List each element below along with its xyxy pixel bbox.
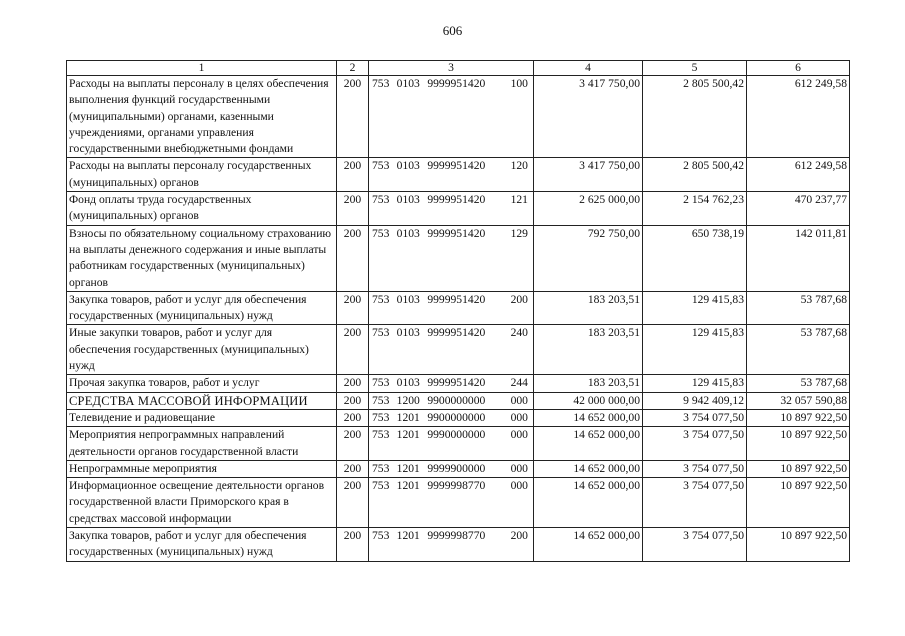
row-classification — [369, 76, 534, 158]
row-name: Фонд оплаты труда государственных (муниципальных) органов — [67, 192, 337, 226]
header-cell-2: 2 — [337, 61, 369, 76]
table-row — [67, 325, 850, 375]
row-remaining-amount: 53 787,68 — [747, 291, 850, 325]
row-classification — [369, 528, 534, 562]
row-executor-code: 753 — [372, 77, 390, 90]
row-classification — [369, 158, 534, 192]
row-classification — [369, 460, 534, 477]
row-planned-amount: 183 203,51 — [534, 325, 643, 375]
row-expense-type-code: 244 — [510, 376, 528, 390]
row-executed-amount: 2 154 762,23 — [643, 192, 747, 226]
row-classification — [369, 392, 534, 409]
row-expense-type-code: 200 — [510, 529, 528, 543]
row-code: 200 — [337, 76, 369, 158]
row-classification — [369, 375, 534, 392]
row-executed-amount: 3 754 077,50 — [643, 460, 747, 477]
row-section-code: 0103 — [396, 376, 420, 390]
row-name: Мероприятия непрограммных направлений деятельности органов государственной власти — [67, 427, 337, 461]
row-expense-type-code: 129 — [510, 226, 528, 240]
row-remaining-amount: 10 897 922,50 — [747, 528, 850, 562]
row-expense-type-code: 100 — [510, 77, 528, 90]
row-executed-amount: 129 415,83 — [643, 291, 747, 325]
row-remaining-amount: 612 249,58 — [747, 76, 850, 158]
row-target-article-code: 9999951420 — [427, 376, 486, 390]
row-section-code: 1201 — [396, 428, 420, 442]
table-row — [67, 528, 850, 562]
row-target-article-code: 9999951420 — [427, 326, 486, 340]
row-planned-amount: 2 625 000,00 — [534, 192, 643, 226]
table-row — [67, 427, 850, 461]
header-row — [67, 61, 850, 76]
row-code: 200 — [337, 325, 369, 375]
row-planned-amount: 14 652 000,00 — [534, 460, 643, 477]
row-section-code: 0103 — [396, 77, 420, 90]
row-planned-amount: 3 417 750,00 — [534, 76, 643, 158]
page-number: 606 — [442, 23, 463, 38]
row-section-code: 0103 — [396, 326, 420, 340]
row-code: 200 — [337, 375, 369, 392]
row-target-article-code: 9999951420 — [427, 159, 486, 173]
row-target-article-code: 9900000000 — [427, 410, 486, 424]
row-remaining-amount: 470 237,77 — [747, 192, 850, 226]
row-remaining-amount: 53 787,68 — [747, 375, 850, 392]
row-target-article-code: 9999951420 — [427, 226, 486, 240]
row-planned-amount: 14 652 000,00 — [534, 427, 643, 461]
row-executor-code: 753 — [372, 326, 390, 340]
row-executed-amount: 2 805 500,42 — [643, 158, 747, 192]
table-row — [67, 192, 850, 226]
row-expense-type-code: 000 — [510, 393, 528, 407]
row-planned-amount: 42 000 000,00 — [534, 392, 643, 409]
row-target-article-code: 9999998770 — [427, 529, 486, 543]
row-executed-amount: 3 754 077,50 — [643, 528, 747, 562]
row-planned-amount: 3 417 750,00 — [534, 158, 643, 192]
row-section-code: 0103 — [396, 226, 420, 240]
table-body — [67, 61, 850, 562]
row-target-article-code: 9999900000 — [427, 461, 486, 475]
row-name: СРЕДСТВА МАССОВОЙ ИНФОРМАЦИИ — [67, 392, 337, 409]
row-remaining-amount: 10 897 922,50 — [747, 478, 850, 528]
row-code: 200 — [337, 192, 369, 226]
row-classification — [369, 192, 534, 226]
row-classification — [369, 325, 534, 375]
table-row — [67, 76, 850, 158]
row-target-article-code: 9999998770 — [427, 479, 486, 493]
row-target-article-code: 9999951420 — [427, 292, 486, 306]
table-row — [67, 291, 850, 325]
row-planned-amount: 183 203,51 — [534, 375, 643, 392]
row-code: 200 — [337, 225, 369, 291]
row-classification — [369, 427, 534, 461]
row-name: Информационное освещение деятельности органов государственной власти Приморского края в средствах массовой информации — [67, 478, 337, 528]
row-executed-amount: 3 754 077,50 — [643, 427, 747, 461]
row-code: 200 — [337, 460, 369, 477]
row-classification — [369, 225, 534, 291]
row-executed-amount: 3 754 077,50 — [643, 409, 747, 426]
row-expense-type-code: 121 — [510, 193, 528, 207]
row-name: Закупка товаров, работ и услуг для обеспечения государственных (муниципальных) нужд — [67, 291, 337, 325]
table-row — [67, 158, 850, 192]
row-target-article-code: 9999951420 — [427, 193, 486, 207]
row-expense-type-code: 000 — [510, 428, 528, 442]
header-cell-3: 3 — [369, 61, 534, 76]
row-expense-type-code: 240 — [510, 326, 528, 340]
table-row — [67, 392, 850, 409]
row-section-code: 1201 — [396, 410, 420, 424]
row-classification — [369, 478, 534, 528]
row-code: 200 — [337, 409, 369, 426]
table-row — [67, 460, 850, 477]
row-name: Расходы на выплаты персоналу государственных (муниципальных) органов — [67, 158, 337, 192]
row-remaining-amount: 10 897 922,50 — [747, 409, 850, 426]
row-section-code: 1200 — [396, 393, 420, 407]
row-planned-amount: 14 652 000,00 — [534, 528, 643, 562]
row-section-code: 1201 — [396, 461, 420, 475]
row-executor-code: 753 — [372, 461, 390, 475]
row-section-code: 1201 — [396, 529, 420, 543]
row-section-code: 0103 — [396, 292, 420, 306]
row-executor-code: 753 — [372, 376, 390, 390]
row-code: 200 — [337, 427, 369, 461]
row-executed-amount: 2 805 500,42 — [643, 76, 747, 158]
row-target-article-code: 9999951420 — [427, 77, 486, 90]
row-executed-amount: 3 754 077,50 — [643, 478, 747, 528]
row-section-code: 0103 — [396, 193, 420, 207]
row-expense-type-code: 000 — [510, 410, 528, 424]
row-executor-code: 753 — [372, 292, 390, 306]
row-planned-amount: 14 652 000,00 — [534, 478, 643, 528]
row-executor-code: 753 — [372, 393, 390, 407]
row-remaining-amount: 142 011,81 — [747, 225, 850, 291]
row-code: 200 — [337, 158, 369, 192]
row-name: Расходы на выплаты персоналу в целях обеспечения выполнения функций государственными (муниципальными) органами, казенными учреждениями, органами управления государственными внебюджетными фондами — [67, 76, 337, 158]
row-remaining-amount: 53 787,68 — [747, 325, 850, 375]
row-expense-type-code: 200 — [510, 292, 528, 306]
table-row — [67, 478, 850, 528]
row-classification — [369, 291, 534, 325]
row-target-article-code: 9990000000 — [427, 428, 486, 442]
row-remaining-amount: 32 057 590,88 — [747, 392, 850, 409]
row-code: 200 — [337, 478, 369, 528]
row-expense-type-code: 000 — [510, 461, 528, 475]
table-row — [67, 409, 850, 426]
row-section-code: 1201 — [396, 479, 420, 493]
row-remaining-amount: 612 249,58 — [747, 158, 850, 192]
header-cell-1: 1 — [67, 61, 337, 76]
row-target-article-code: 9900000000 — [427, 393, 486, 407]
row-section-code: 0103 — [396, 159, 420, 173]
row-executed-amount: 129 415,83 — [643, 375, 747, 392]
row-name: Телевидение и радиовещание — [67, 409, 337, 426]
row-planned-amount: 792 750,00 — [534, 225, 643, 291]
budget-execution-table — [66, 60, 850, 562]
row-remaining-amount: 10 897 922,50 — [747, 460, 850, 477]
row-executor-code: 753 — [372, 479, 390, 493]
header-cell-6: 6 — [747, 61, 850, 76]
row-expense-type-code: 000 — [510, 479, 528, 493]
table-row — [67, 375, 850, 392]
row-executed-amount: 129 415,83 — [643, 325, 747, 375]
row-executed-amount: 9 942 409,12 — [643, 392, 747, 409]
row-name: Взносы по обязательному социальному страхованию на выплаты денежного содержания и иные выплаты работникам государственных (муниципальных) органов — [67, 225, 337, 291]
row-executor-code: 753 — [372, 226, 390, 240]
row-executor-code: 753 — [372, 193, 390, 207]
row-name: Непрограммные мероприятия — [67, 460, 337, 477]
row-code: 200 — [337, 528, 369, 562]
row-executor-code: 753 — [372, 410, 390, 424]
header-cell-5: 5 — [643, 61, 747, 76]
row-name: Прочая закупка товаров, работ и услуг — [67, 375, 337, 392]
row-executed-amount: 650 738,19 — [643, 225, 747, 291]
header-cell-4: 4 — [534, 61, 643, 76]
row-executor-code: 753 — [372, 159, 390, 173]
row-code: 200 — [337, 392, 369, 409]
row-planned-amount: 183 203,51 — [534, 291, 643, 325]
row-remaining-amount: 10 897 922,50 — [747, 427, 850, 461]
table-row — [67, 225, 850, 291]
row-planned-amount: 14 652 000,00 — [534, 409, 643, 426]
row-code: 200 — [337, 291, 369, 325]
row-executor-code: 753 — [372, 428, 390, 442]
row-classification — [369, 409, 534, 426]
row-name: Иные закупки товаров, работ и услуг для обеспечения государственных (муниципальных) нужд — [67, 325, 337, 375]
row-executor-code: 753 — [372, 529, 390, 543]
row-name: Закупка товаров, работ и услуг для обеспечения государственных (муниципальных) нужд — [67, 528, 337, 562]
row-expense-type-code: 120 — [510, 159, 528, 173]
